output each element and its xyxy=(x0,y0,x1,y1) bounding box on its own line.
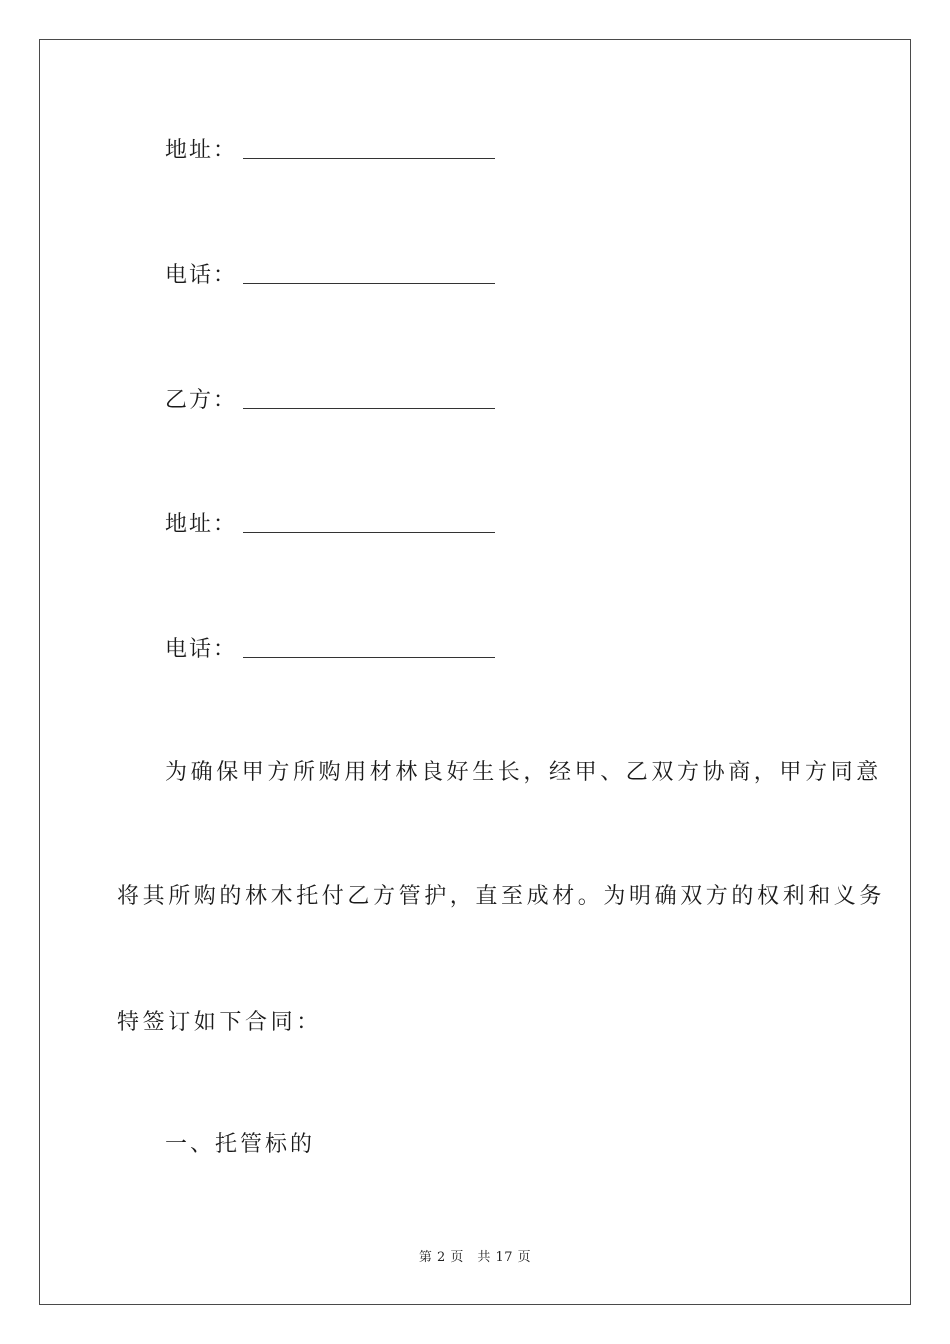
page-border xyxy=(39,39,911,1305)
phone-field-party-a xyxy=(165,258,495,288)
section-heading: 一、托管标的 xyxy=(165,1132,316,1157)
field-label: 地址： xyxy=(165,511,238,537)
blank-underline xyxy=(243,407,495,409)
party-b-field xyxy=(165,383,495,413)
field-label: 地址： xyxy=(165,137,238,163)
blank-underline xyxy=(243,157,495,159)
address-field-party-a xyxy=(165,133,495,163)
blank-underline xyxy=(243,656,495,658)
paragraph-line-3: 特签订如下合同： xyxy=(117,1010,322,1035)
blank-underline xyxy=(243,531,495,533)
blank-underline xyxy=(243,282,495,284)
phone-field-party-b xyxy=(165,632,495,662)
paragraph-line-1: 为确保甲方所购用材林良好生长，经甲、乙双方协商，甲方同意 xyxy=(165,760,882,785)
page-number-footer: 第 2 页 共 17 页 xyxy=(418,1250,532,1265)
address-field-party-b xyxy=(165,507,495,537)
field-label: 乙方： xyxy=(165,387,238,413)
field-label: 电话： xyxy=(165,636,238,662)
field-label: 电话： xyxy=(165,262,238,288)
paragraph-line-2: 将其所购的林木托付乙方管护，直至成材。为明确双方的权利和义务 xyxy=(117,884,886,909)
